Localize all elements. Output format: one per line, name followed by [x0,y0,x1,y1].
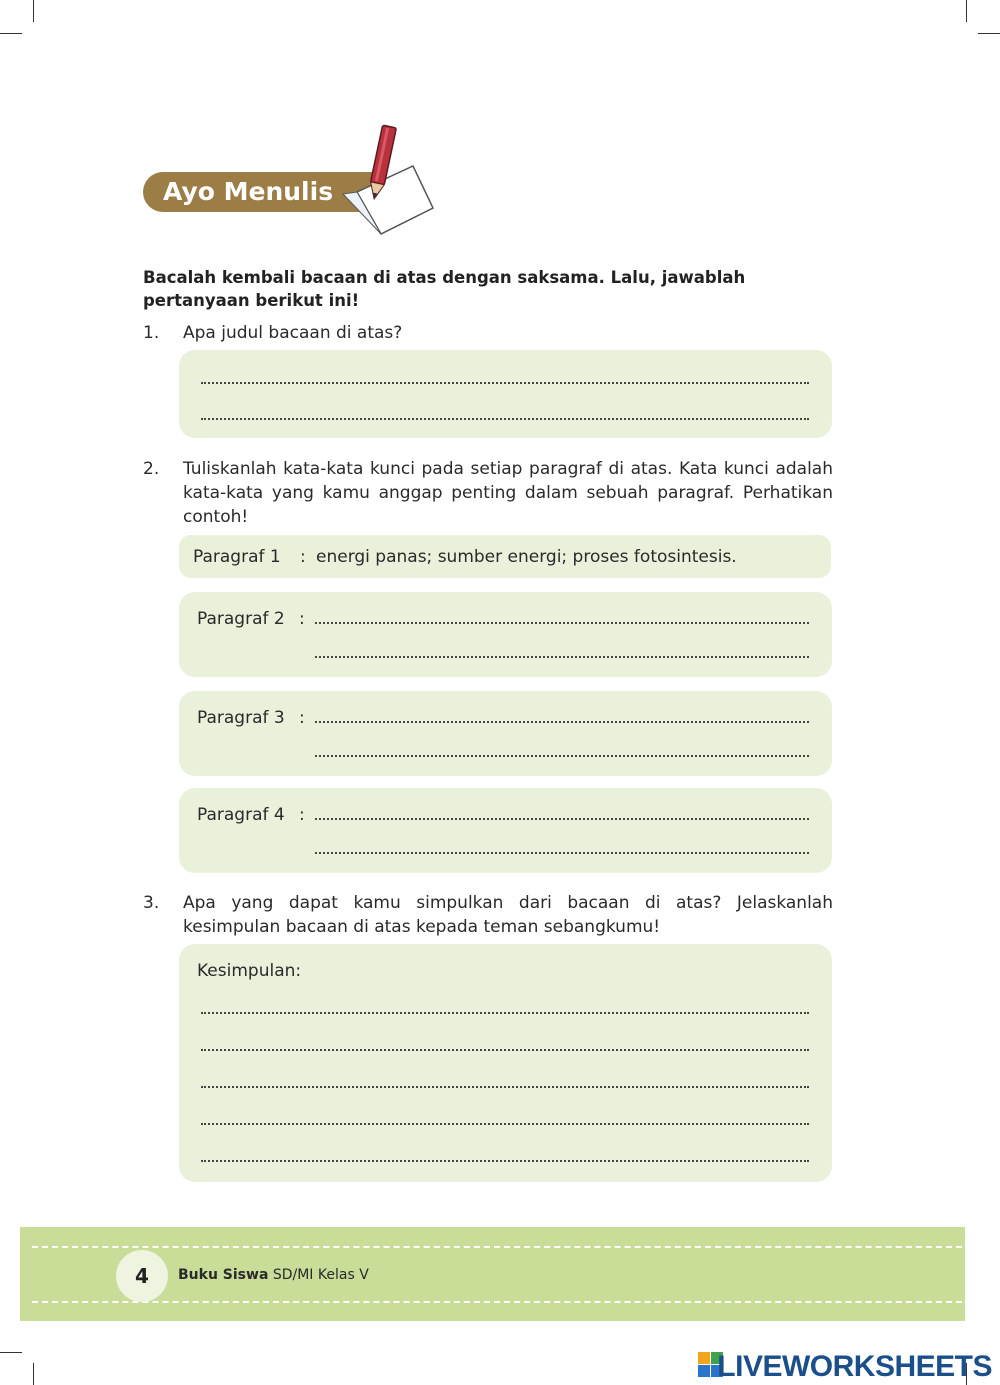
answer-line[interactable] [201,1160,809,1162]
paragraph-box-2 [179,592,832,677]
example-box [179,535,831,578]
crop-mark [0,33,22,34]
answer-line[interactable] [315,852,809,854]
instruction-text: Bacalah kembali bacaan di atas dengan saksama. Lalu, jawablah pertanyaan berikut ini! [143,268,746,310]
answer-line[interactable] [201,1123,809,1125]
paragraph-separator: : [299,609,305,629]
crop-mark [33,0,34,22]
answer-line[interactable] [201,1086,809,1088]
paragraph-separator: : [299,708,305,728]
conclusion-label: Kesimpulan: [197,961,302,981]
crop-mark [966,0,967,22]
footer-dash-line [32,1246,962,1248]
question-text: Apa judul bacaan di atas? [183,323,403,343]
answer-line[interactable] [315,656,809,658]
question-number: 2. [143,459,160,479]
answer-line[interactable] [201,418,809,420]
paragraph-box-3 [179,691,832,776]
answer-line[interactable] [201,1012,809,1014]
answer-line[interactable] [201,1049,809,1051]
watermark-text: LIVEWORKSHEETS [717,1350,992,1383]
page-number: 4 [116,1250,168,1302]
answer-line[interactable] [315,818,809,820]
crop-mark [33,1363,34,1385]
book-title [178,1267,369,1283]
paragraph-box-4 [179,788,832,873]
answer-line[interactable] [315,721,809,723]
crop-mark [978,33,1000,34]
book-title-bold: Buku Siswa [178,1267,269,1283]
paragraph-label: Paragraf 3 [197,708,285,728]
crop-mark [0,1352,22,1353]
conclusion-box [179,944,832,1182]
book-title-rest: SD/MI Kelas V [268,1267,369,1283]
question-number: 1. [143,323,160,343]
question-text: Apa yang dapat kamu simpulkan dari bacaan di atas? Jelaskanlah kesimpulan bacaan di atas kepada teman sebangkumu! [183,893,833,937]
example-label: Paragraf 1 [193,547,281,567]
answer-line[interactable] [201,382,809,384]
question-text: Tuliskanlah kata-kata kunci pada setiap paragraf di atas. Kata kunci adalah kata-kata yang kamu anggap penting dalam sebuah paragraf. Perhatikan contoh! [183,459,833,527]
paragraph-label: Paragraf 4 [197,805,285,825]
paragraph-separator: : [299,805,305,825]
answer-line[interactable] [315,622,809,624]
example-text: energi panas; sumber energi; proses fotosintesis. [316,547,737,567]
question-number: 3. [143,893,160,913]
answer-box-1 [179,350,832,438]
section-title: Ayo Menulis [143,172,373,212]
footer-dash-line [32,1301,962,1303]
paragraph-label: Paragraf 2 [197,609,285,629]
answer-line[interactable] [315,755,809,757]
pencil-paper-icon [335,122,440,240]
example-separator: : [300,547,306,567]
